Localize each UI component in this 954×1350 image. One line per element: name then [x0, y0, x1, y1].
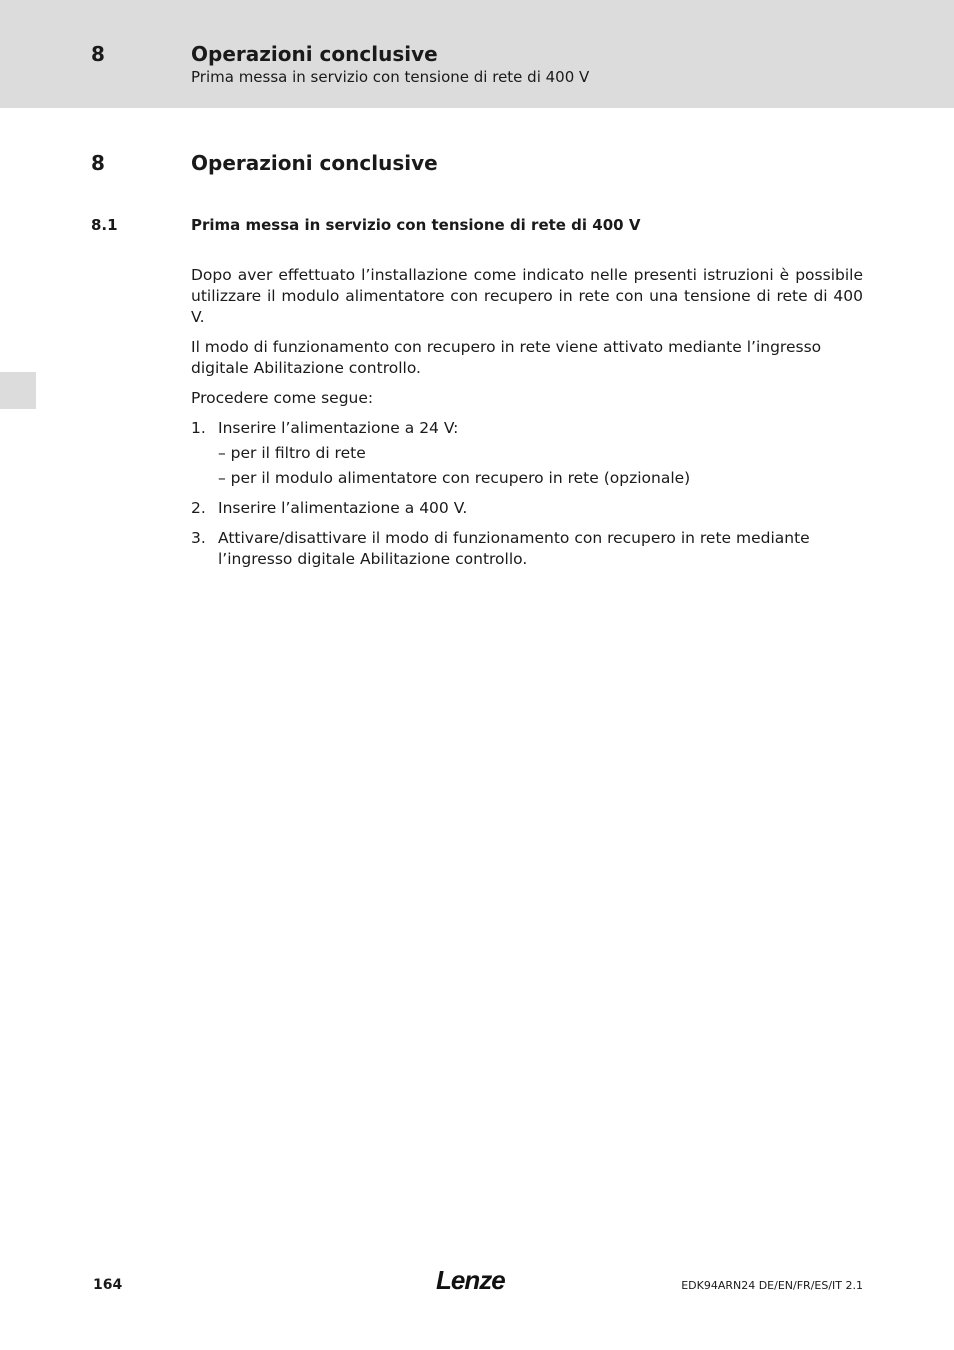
subsection-title: Prima messa in servizio con tensione di rete di 400 V [191, 216, 641, 234]
header-chapter-number: 8 [91, 42, 105, 66]
paragraph: Procedere come segue: [191, 389, 374, 407]
document-code: EDK94ARN24 DE/EN/FR/ES/IT 2.1 [681, 1279, 863, 1292]
running-header [0, 0, 954, 108]
lenze-logo [436, 1265, 516, 1295]
page-number: 164 [93, 1277, 123, 1293]
subsection-number: 8.1 [91, 216, 118, 234]
sub-item: – per il filtro di rete [218, 444, 366, 462]
step-number: 1. [191, 419, 206, 437]
step-number: 3. [191, 529, 206, 547]
list-item [191, 528, 863, 570]
body-content [191, 265, 863, 579]
chapter-side-tab [0, 372, 36, 409]
step-text: Inserire l’alimentazione a 400 V. [218, 499, 468, 517]
paragraph: Dopo aver effettuato l’installazione come indicato nelle presenti istruzioni è possibile utilizzare il modulo alimentatore con recupero in rete con una tensione di rete di 400 V. [191, 266, 863, 326]
header-chapter-title: Operazioni conclusive [191, 42, 438, 66]
list-item [191, 418, 863, 489]
section-title: Operazioni conclusive [191, 151, 438, 175]
paragraph: Il modo di funzionamento con recupero in rete viene attivato mediante l’ingresso digitale Abilitazione controllo. [191, 338, 822, 377]
sub-item: – per il modulo alimentatore con recupero in rete (opzionale) [218, 469, 691, 487]
list-item [191, 498, 863, 519]
header-subtitle: Prima messa in servizio con tensione di rete di 400 V [191, 68, 590, 86]
step-text: Attivare/disattivare il modo di funzionamento con recupero in rete mediante l’ingresso digitale Abilitazione controllo. [218, 529, 810, 568]
step-text: Inserire l’alimentazione a 24 V: [218, 419, 459, 437]
lenze-logo-text: Lenze [436, 1265, 505, 1295]
step-number: 2. [191, 499, 206, 517]
section-number: 8 [91, 151, 105, 175]
